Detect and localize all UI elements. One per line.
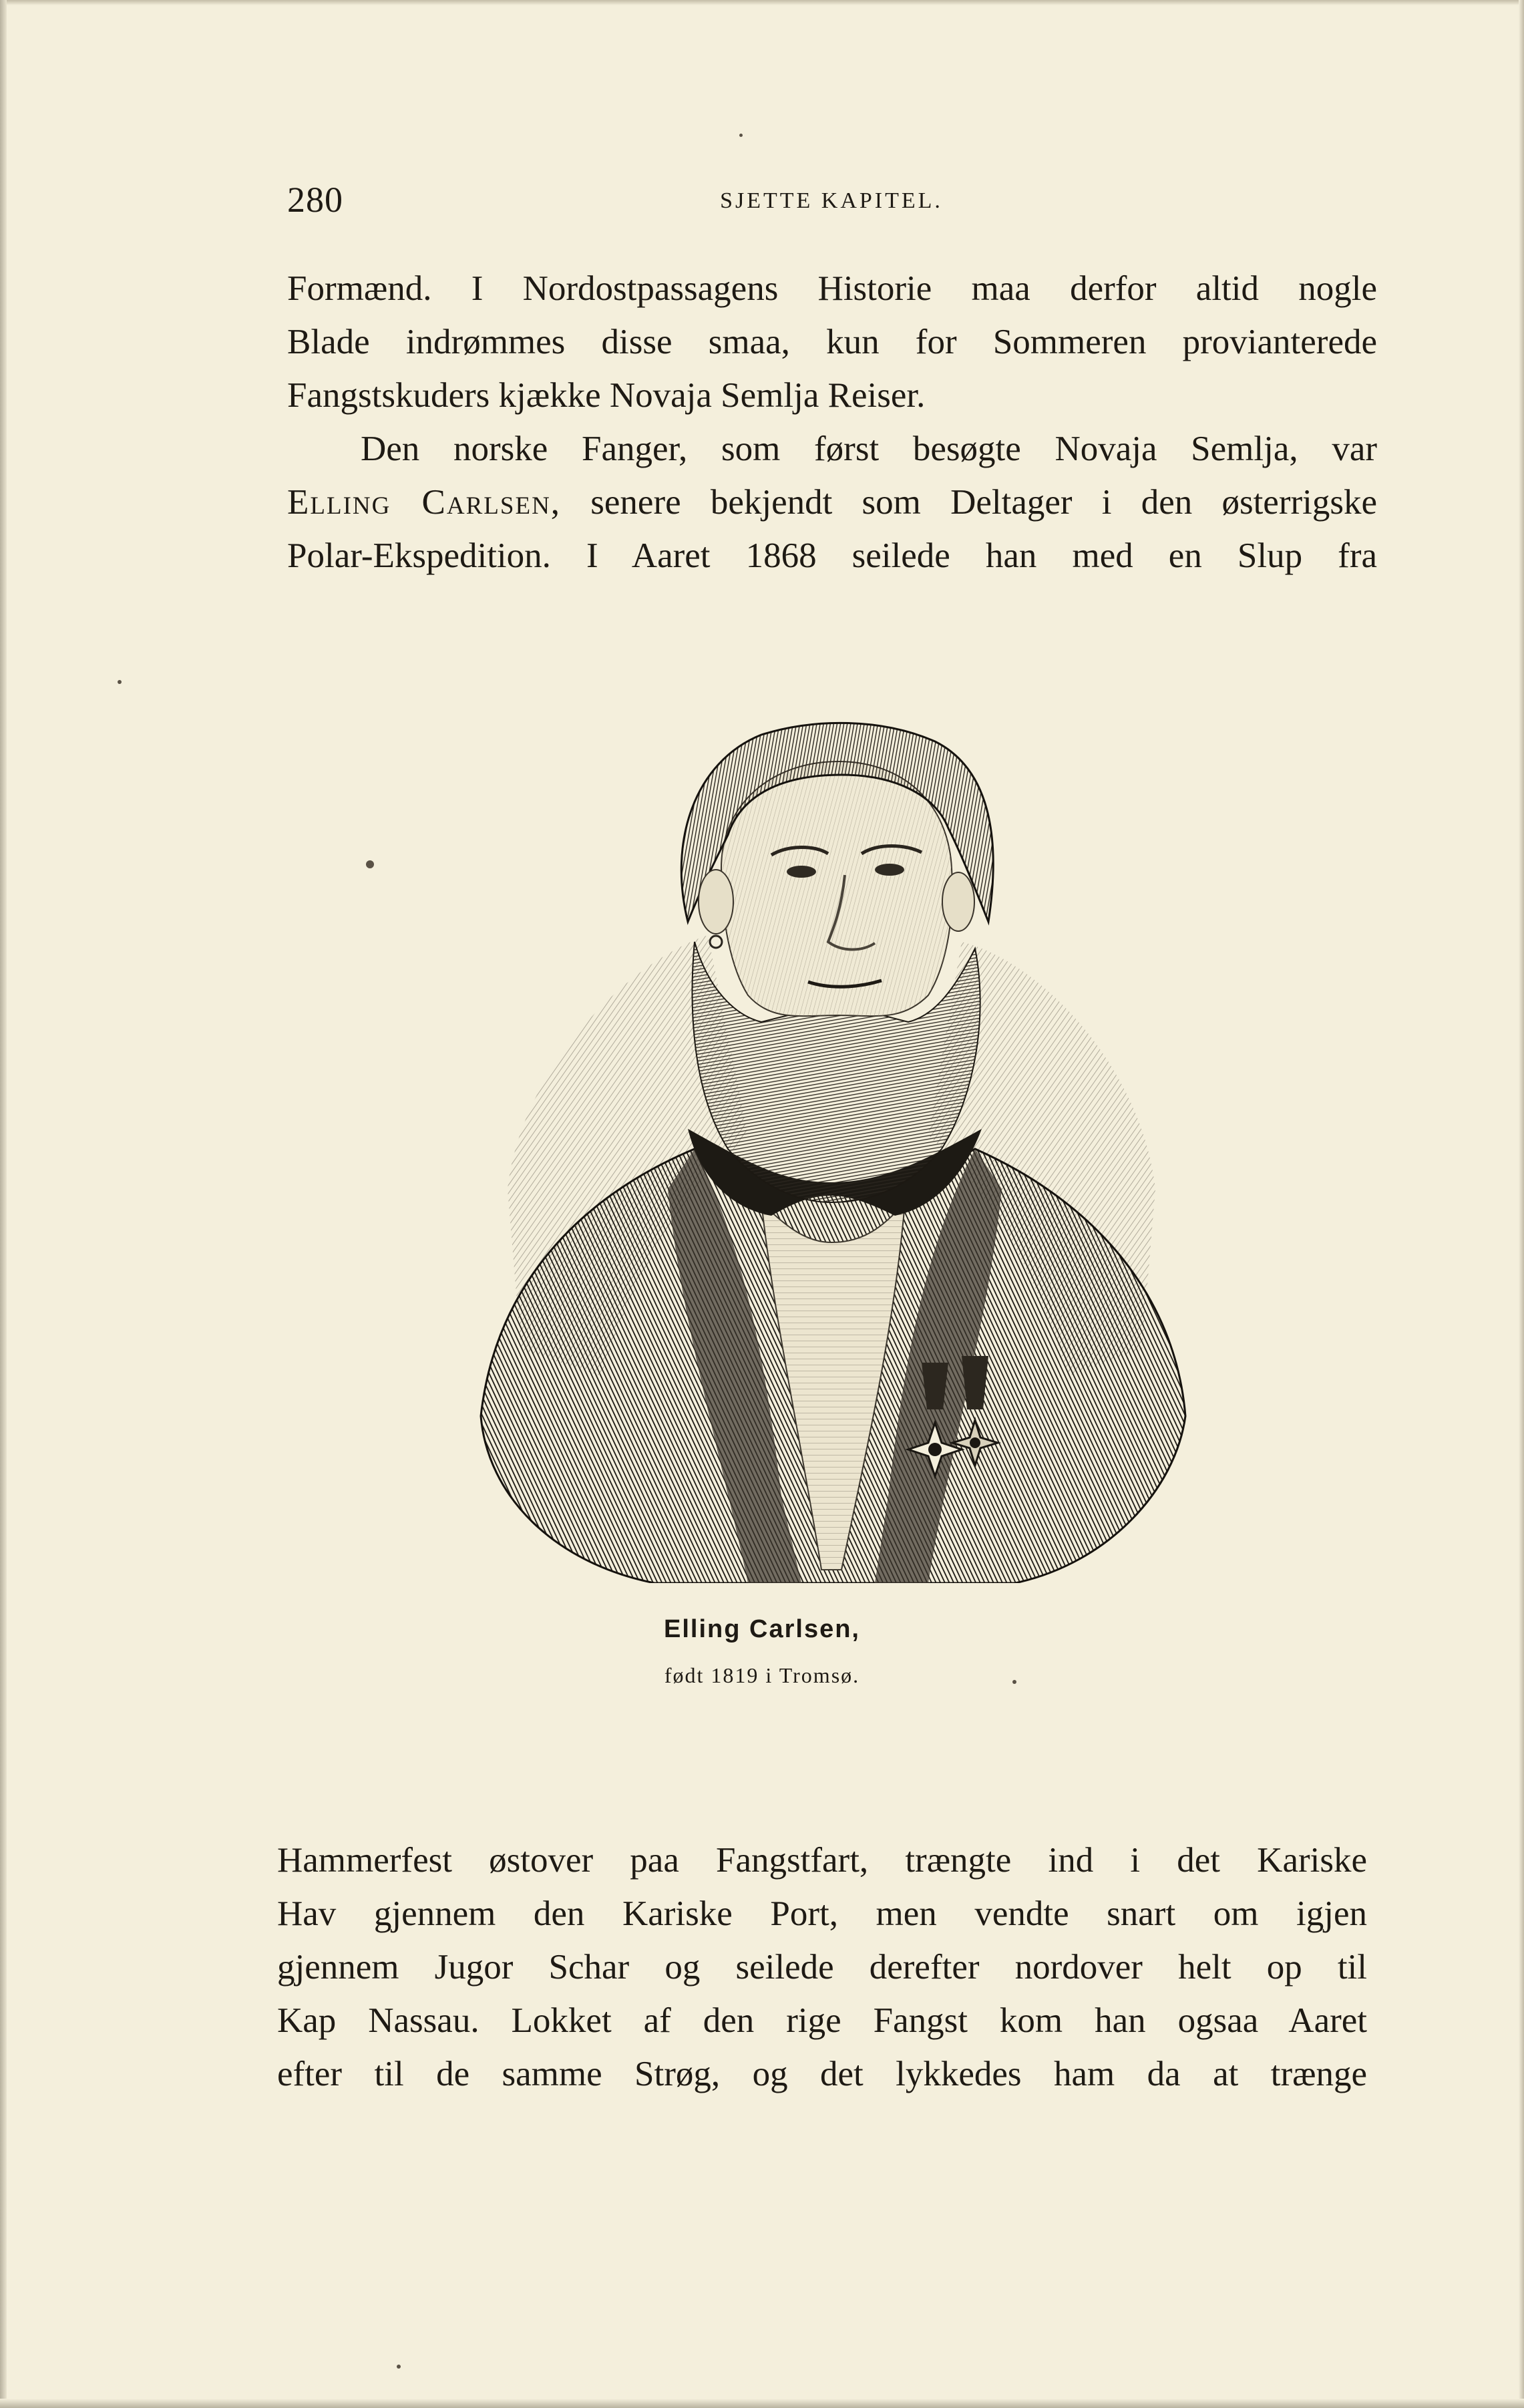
body-text-top [287,262,1377,582]
page-number: 280 [287,180,343,220]
caption-birth-info: født 1819 i Tromsø. [664,1663,860,1687]
paper-speck [1012,1680,1016,1684]
running-head [287,179,1376,226]
page-edge-top [0,0,1524,5]
text-line: Den norske Fanger, som først besøgte Novaja Semlja, var [361,429,1377,468]
text-line: gjennem Jugor Schar og seilede derefter nordover helt op til [277,1948,1367,1987]
paper-speck [366,860,374,868]
paper-speck [739,134,743,137]
caption-name: Elling Carlsen, [664,1615,860,1643]
text-line: efter til de samme Strøg, og det lykkedes ham da at trænge [277,2055,1367,2093]
person-name: Elling Carlsen, [287,483,562,522]
text-fragment: senere bekjendt som Deltager i den østerrigske [590,483,1377,522]
body-text-bottom [277,1834,1367,2101]
text-line: Polar-Ekspedition. I Aaret 1868 seilede han med en Slup fra [287,536,1377,575]
paper-speck [397,2365,401,2369]
page-edge-right [1519,0,1524,2408]
page-edge-left [0,0,7,2408]
portrait-engraving [467,721,1195,1583]
text-line: Blade indrømmes disse smaa, kun for Sommeren provianterede [287,323,1377,361]
text-line: Kap Nassau. Lokket af den rige Fangst kom han ogsaa Aaret [277,2001,1367,2040]
text-line: Hammerfest østover paa Fangstfart, trængte ind i det Kariske [277,1841,1367,1880]
text-line: Formænd. I Nordostpassagens Historie maa derfor altid nogle [287,269,1377,308]
text-line: Hav gjennem den Kariske Port, men vendte snart om igjen [277,1894,1367,1933]
paper-speck [118,680,122,684]
text-line: Fangstskuders kjække Novaja Semlja Reiser. [287,376,926,415]
text-line [287,476,1377,529]
chapter-title: SJETTE KAPITEL. [720,188,943,213]
page-edge-bottom [0,2399,1524,2408]
